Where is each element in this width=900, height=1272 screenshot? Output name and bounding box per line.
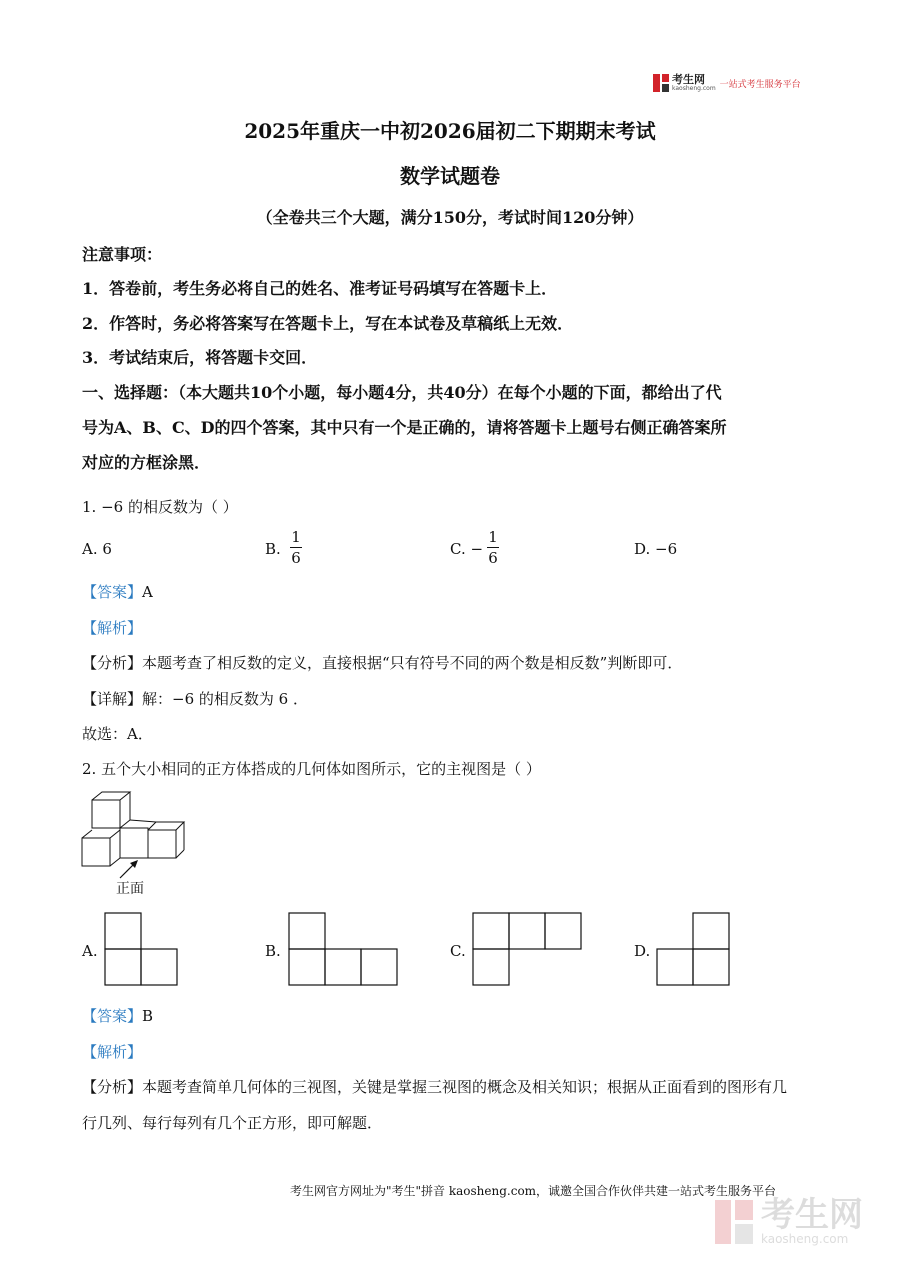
q2-stem: 2. 五个大小相同的正方体搭成的几何体如图所示，它的主视图是（ ）: [82, 760, 541, 778]
logo-name: 考生网: [672, 72, 705, 86]
q1-answer-row: [82, 581, 153, 602]
q1-analysis-tag: 【解析】: [82, 619, 143, 637]
q2-option-b-figure: [288, 912, 400, 988]
q2-option-c-figure: [472, 912, 584, 988]
fenxi-tag: 【分析】: [82, 654, 143, 672]
section1-line-3: 对应的方框涂黑．: [82, 453, 211, 472]
exam-title: 2025年重庆一中初2026届初二下期期末考试: [244, 119, 656, 143]
front-arrow-icon: [116, 858, 142, 880]
notes-heading: 注意事项：: [82, 245, 163, 264]
q1-option-b-numerator: 1: [291, 528, 301, 546]
q1-conclusion: 故选：A．: [82, 725, 153, 743]
q1-option-c-numerator: 1: [488, 528, 498, 546]
fraction-bar: [487, 547, 499, 548]
q2-option-d-figure: [656, 912, 732, 988]
note-item-1: 1．答卷前，考生务必将自己的姓名、准考证号码填写在答题卡上．: [82, 279, 558, 298]
q2-fenxi-line-1: 本题考查简单几何体的三视图，关键是掌握三视图的概念及相关知识；根据从正面看到的图形有几: [142, 1078, 788, 1096]
q2-option-a-figure: [104, 912, 180, 988]
exam-subtitle: 数学试题卷: [400, 164, 500, 188]
watermark-domain: kaosheng.com: [761, 1232, 849, 1246]
q1-option-d: D. −6: [634, 540, 678, 558]
note-item-2: 2．作答时，务必将答案写在答题卡上，写在本试卷及草稿纸上无效．: [82, 314, 574, 333]
logo-slogan: 一站式考生服务平台: [719, 79, 801, 90]
q2-option-d-label: D.: [634, 942, 651, 960]
q1-xiangjie-row: [82, 688, 308, 709]
watermark: [715, 1195, 863, 1246]
q1-option-b-label: B.: [265, 540, 281, 558]
header-logo: [653, 72, 801, 94]
section1-line-2: 号为A、B、C、D的四个答案，其中只有一个是正确的，请将答题卡上题号右侧正确答案所: [82, 418, 727, 437]
q1-answer: A: [142, 583, 153, 601]
q2-fenxi-row: [82, 1076, 787, 1097]
answer-tag: 【答案】: [82, 1007, 143, 1025]
q1-fenxi: 本题考查了相反数的定义，直接根据“只有符号不同的两个数是相反数”判断即可．: [142, 654, 683, 672]
q2-front-label: 正面: [116, 881, 144, 897]
q2-analysis-tag: 【解析】: [82, 1043, 143, 1061]
q1-option-c-label: C. −: [450, 540, 484, 558]
q1-option-b-denominator: 6: [291, 549, 301, 567]
fraction-bar: [290, 547, 302, 548]
q1-option-c-fraction: [486, 528, 500, 567]
logo-icon: [653, 74, 669, 92]
q2-fenxi-line-2: 行几列、每行每列有几个正方形，即可解题．: [82, 1114, 383, 1132]
fenxi-tag: 【分析】: [82, 1078, 143, 1096]
watermark-text: 考生网: [761, 1195, 863, 1235]
note-item-3: 3．考试结束后，将答题卡交回．: [82, 348, 318, 367]
q1-option-c-denominator: 6: [488, 549, 498, 567]
q1-option-a: A. 6: [82, 540, 112, 558]
q1-option-b-fraction: [289, 528, 303, 567]
q2-answer: B: [142, 1007, 154, 1025]
xiangjie-tag: 【详解】: [82, 690, 143, 708]
watermark-logo-icon: [715, 1200, 755, 1244]
q2-option-a-label: A.: [82, 942, 98, 960]
q1-fenxi-row: [82, 652, 682, 673]
q2-option-b-label: B.: [265, 942, 281, 960]
q2-option-c-label: C.: [450, 942, 466, 960]
exam-info: （全卷共三个大题，满分150分，考试时间120分钟）: [256, 208, 644, 227]
section1-line-1: 一、选择题：（本大题共10个小题，每小题4分，共40分）在每个小题的下面，都给出了代: [82, 383, 722, 402]
q1-stem: 1. −6 的相反数为（ ）: [82, 498, 238, 516]
answer-tag: 【答案】: [82, 583, 143, 601]
q1-xiangjie: 解：−6 的相反数为 6 ．: [142, 690, 308, 708]
logo-domain: kaosheng.com: [672, 84, 716, 92]
page-footer: 考生网官方网址为"考生"拼音 kaosheng.com，诚邀全国合作伙伴共建一站式考生服务平台: [290, 1184, 777, 1198]
q2-answer-row: [82, 1005, 153, 1026]
